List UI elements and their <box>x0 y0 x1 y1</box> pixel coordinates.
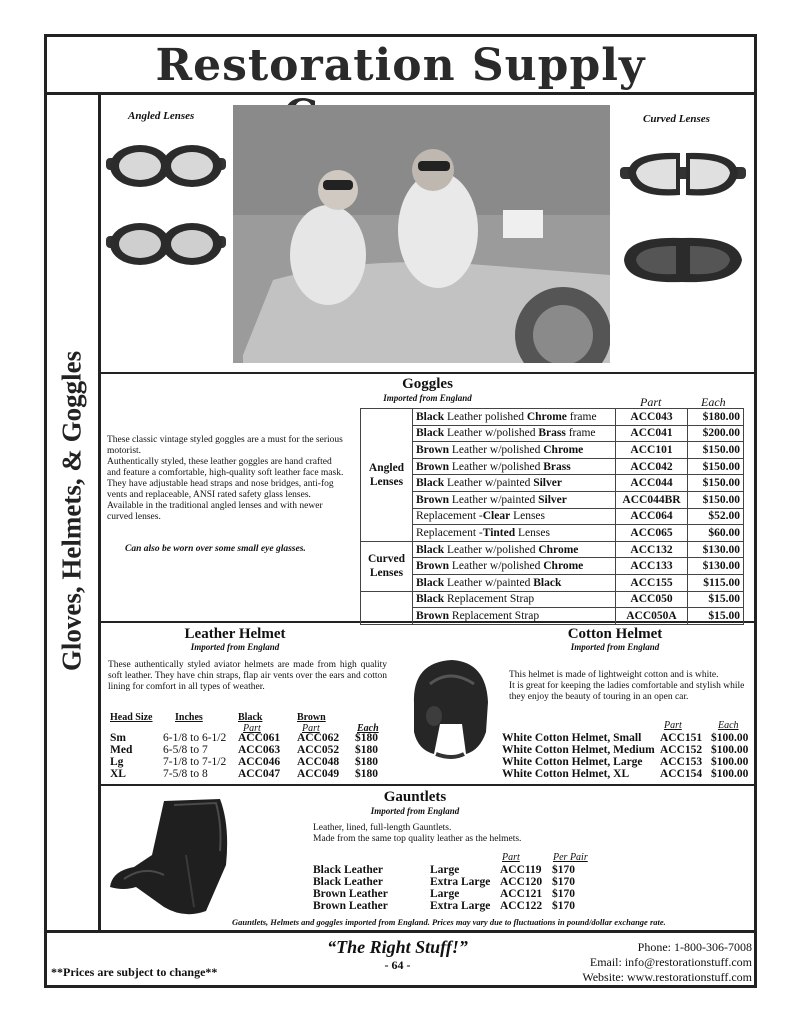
price-disclaimer: **Prices are subject to change** <box>51 965 218 979</box>
leather-helmet-cell-brown: ACC062 <box>297 732 340 744</box>
leather-helmet-cell-brown: ACC052 <box>297 744 340 756</box>
leather-helmet-cell-size: XL <box>110 768 126 780</box>
cotton-helmet-cell-name: White Cotton Helmet, Small <box>502 732 642 744</box>
goggles-col-part: Part <box>640 395 662 409</box>
goggles-item-text: Replacement - <box>416 526 483 539</box>
gauntlets-footnote: Gauntlets, Helmets and goggles imported from England. Prices may vary due to fluctuations in pound/dollar exchange rate. <box>232 917 666 927</box>
goggles-item-price: $15.00 <box>688 591 744 608</box>
goggles-item-part: ACC065 <box>616 525 688 542</box>
contact-email[interactable]: Email: info@restorationstuff.com <box>589 955 752 969</box>
goggles-item-text: Chrome <box>543 443 584 456</box>
cotton-helmet-cell-name: White Cotton Helmet, Large <box>502 756 643 768</box>
gauntlets-cell-name: Black Leather <box>313 864 383 876</box>
goggles-item-text: Brown <box>416 460 450 473</box>
goggles-item-text: Brass <box>538 427 566 440</box>
cotton-helmet-cell-name: White Cotton Helmet, XL <box>502 768 630 780</box>
goggles-description: These classic vintage styled goggles are a must for the serious motorist. Authentically styled, these leather goggles are hand crafted and feature a comfortable, high-quality soft leather face mask. They have adjustable head straps and nose bridges, anti-fog vents and replaceable, ANSI rated safety glass lenses. Available in the traditional angled lenses and with newer curved lenses. <box>107 435 344 522</box>
goggles-row <box>361 425 744 442</box>
goggles-row <box>361 491 744 508</box>
cotton-helmet-cell-name: White Cotton Helmet, Medium <box>502 744 655 756</box>
gauntlets-cell-part: ACC119 <box>500 864 542 876</box>
goggles-item-description <box>413 558 616 575</box>
goggles-item-part: ACC043 <box>616 409 688 426</box>
cotton-helmet-cell-part: ACC152 <box>660 744 703 756</box>
goggles-item-description <box>413 475 616 492</box>
cotton-helmet-cell-each: $100.00 <box>711 732 749 744</box>
gauntlets-cell-name: Brown Leather <box>313 900 388 912</box>
goggles-item-part: ACC050 <box>616 591 688 608</box>
goggles-item-price: $150.00 <box>688 442 744 459</box>
sidebar-label: Gloves, Helmets, & Goggles <box>56 350 87 672</box>
goggles-item-text: Leather w/polished <box>449 443 544 456</box>
goggles-item-price: $180.00 <box>688 409 744 426</box>
goggles-item-price: $200.00 <box>688 425 744 442</box>
goggles-item-text: Tinted <box>482 526 516 539</box>
leather-helmet-cell-black: ACC046 <box>238 756 281 768</box>
goggles-row <box>361 525 744 542</box>
gauntlets-subtitle: Imported from England <box>370 806 460 816</box>
ch-each-header: Each <box>718 720 739 731</box>
cotton-helmet-cell-each: $100.00 <box>711 744 749 756</box>
goggles-item-text: Clear <box>482 510 511 523</box>
goggles-item-price: $150.00 <box>688 458 744 475</box>
goggles-item-text: Leather w/polished <box>449 460 544 473</box>
goggles-item-text: Black <box>416 410 445 423</box>
page-title: Restoration Supply <box>155 40 646 91</box>
goggles-item-description <box>413 541 616 558</box>
gauntlets-cell-price: $170 <box>552 888 575 900</box>
lh-part2-header: Part <box>302 723 320 734</box>
goggles-item-part: ACC041 <box>616 425 688 442</box>
goggles-row <box>361 574 744 591</box>
goggles-item-description <box>413 491 616 508</box>
goggles-row <box>361 475 744 492</box>
gauntlets-description: Leather, lined, full-length Gauntlets. Made from the same top quality leather as the helmets. <box>313 823 522 844</box>
goggles-table-body <box>361 409 744 625</box>
leather-helmet-cell-brown: ACC049 <box>297 768 340 780</box>
gauntlets-image <box>104 795 244 920</box>
gauntlets-part-header: Part <box>502 852 520 863</box>
goggles-item-part: ACC044 <box>616 475 688 492</box>
lh-brown-header: Brown <box>297 712 326 723</box>
leather-helmet-description: These authentically styled aviator helmets are made from high quality soft leather. They have chin straps, flap air vents over the ears and cotton lining for comfort in all types of weather. <box>108 660 387 692</box>
goggles-item-text: Leather w/polished <box>449 560 544 573</box>
goggles-row <box>361 541 744 558</box>
goggles-item-text: Black <box>416 477 445 490</box>
goggles-item-text: Leather w/polished <box>444 543 539 556</box>
leather-helmet-cell-size: Lg <box>110 756 124 768</box>
goggles-item-description <box>413 608 616 625</box>
goggles-item-price: $130.00 <box>688 558 744 575</box>
goggles-item-text: Leather w/painted <box>444 477 534 490</box>
goggles-item-text: Silver <box>538 493 567 506</box>
lh-head-size-header: Head Size <box>110 712 153 723</box>
footer-divider <box>46 930 756 933</box>
goggles-item-text: Brown <box>416 609 450 622</box>
gauntlets-cell-part: ACC121 <box>500 888 543 900</box>
leather-helmet-cell-each: $180 <box>355 768 378 780</box>
goggles-row <box>361 409 744 426</box>
leather-helmet-cell-inches: 6-1/8 to 6-1/2 <box>163 732 227 744</box>
cotton-helmet-cell-each: $100.00 <box>711 756 749 768</box>
goggles-item-text: Chrome <box>538 543 579 556</box>
goggles-item-text: Replacement - <box>416 510 483 523</box>
gauntlets-cell-size: Extra Large <box>430 900 491 912</box>
lh-black-header: Black <box>238 712 263 723</box>
sidebar-divider <box>98 94 101 932</box>
gauntlets-price-header: Per Pair <box>553 852 588 863</box>
goggles-item-text: Black <box>533 576 562 589</box>
goggles-item-text: Brown <box>416 443 450 456</box>
goggles-item-text: frame <box>565 427 596 440</box>
cotton-helmet-cell-part: ACC154 <box>660 768 703 780</box>
gauntlets-cell-price: $170 <box>552 900 575 912</box>
gauntlets-cell-size: Extra Large <box>430 876 491 888</box>
goggles-item-text: Replacement Strap <box>444 593 535 606</box>
goggles-item-part: ACC042 <box>616 458 688 475</box>
gauntlets-cell-part: ACC122 <box>500 900 543 912</box>
lh-each-header: Each <box>357 723 379 734</box>
goggles-subtitle: Imported from England <box>383 393 472 403</box>
goggles-item-price: $150.00 <box>688 491 744 508</box>
gauntlets-cell-price: $170 <box>552 864 575 876</box>
goggles-group-straps <box>361 591 413 624</box>
goggles-item-text: Replacement Strap <box>449 609 540 622</box>
goggles-row <box>361 442 744 459</box>
goggles-item-part: ACC133 <box>616 558 688 575</box>
cotton-helmet-subtitle: Imported from England <box>570 642 660 652</box>
gauntlets-title: Gauntlets <box>383 789 447 805</box>
curved-goggles-image-2 <box>618 230 748 288</box>
goggles-item-text: Silver <box>533 477 562 490</box>
goggles-item-part: ACC064 <box>616 508 688 525</box>
goggles-item-text: Chrome <box>526 410 567 423</box>
goggles-note: Can also be worn over some small eye glasses. <box>125 544 306 554</box>
leather-helmet-cell-size: Med <box>110 744 133 756</box>
leather-helmet-cell-brown: ACC048 <box>297 756 340 768</box>
gauntlets-cell-name: Black Leather <box>313 876 383 888</box>
vintage-car-illustration <box>233 105 610 363</box>
contact-website[interactable]: Website: www.restorationstuff.com <box>582 970 752 984</box>
goggles-row <box>361 558 744 575</box>
goggles-item-description <box>413 409 616 426</box>
goggles-item-text: Black <box>416 576 445 589</box>
goggles-item-part: ACC050A <box>616 608 688 625</box>
goggles-item-description <box>413 458 616 475</box>
sidebar-category <box>52 96 92 926</box>
goggles-item-text: Brass <box>543 460 571 473</box>
goggles-item-price: $115.00 <box>688 574 744 591</box>
vintage-car-photo <box>233 105 610 363</box>
leather-helmet-cell-inches: 6-5/8 to 7 <box>163 744 208 756</box>
goggles-row <box>361 591 744 608</box>
lh-inches-header: Inches <box>175 712 203 723</box>
angled-lenses-caption: Angled Lenses <box>128 110 195 122</box>
goggles-item-part: ACC132 <box>616 541 688 558</box>
angled-goggles-image-2 <box>104 218 228 270</box>
goggles-item-price: $150.00 <box>688 475 744 492</box>
goggles-item-text: frame <box>566 410 597 423</box>
cotton-helmet-cell-each: $100.00 <box>711 768 749 780</box>
goggles-item-price: $52.00 <box>688 508 744 525</box>
goggles-item-part: ACC044BR <box>616 491 688 508</box>
goggles-item-price: $60.00 <box>688 525 744 542</box>
goggles-item-text: Lenses <box>510 510 546 523</box>
leather-helmet-cell-each: $180 <box>355 756 378 768</box>
leather-helmet-cell-black: ACC047 <box>238 768 281 780</box>
leather-helmet-cell-inches: 7-1/8 to 7-1/2 <box>163 756 227 768</box>
goggles-item-description <box>413 508 616 525</box>
leather-helmet-cell-inches: 7-5/8 to 8 <box>163 768 208 780</box>
goggles-item-text: Brown <box>416 493 450 506</box>
ch-part-header: Part <box>664 720 682 731</box>
goggles-title: Goggles <box>402 376 453 392</box>
lh-part1-header: Part <box>243 723 261 734</box>
goggles-item-text: Leather w/painted <box>444 576 534 589</box>
goggles-item-text: Chrome <box>543 560 584 573</box>
leather-helmet-cell-each: $180 <box>355 744 378 756</box>
leather-helmet-cell-size: Sm <box>110 732 126 744</box>
goggles-item-text: Black <box>416 593 445 606</box>
goggles-group-curved: Curved Lenses <box>361 541 413 591</box>
leather-helmet-subtitle: Imported from England <box>190 642 280 652</box>
leather-helmet-cell-each: $180 <box>355 732 378 744</box>
gauntlets-cell-size: Large <box>430 888 460 900</box>
goggles-row <box>361 508 744 525</box>
page-number: - 64 - <box>384 958 411 972</box>
leather-helmet-title: Leather Helmet <box>184 626 286 642</box>
goggles-item-description <box>413 574 616 591</box>
goggles-item-description <box>413 425 616 442</box>
goggles-item-price: $130.00 <box>688 541 744 558</box>
contact-info <box>540 940 752 985</box>
goggles-row <box>361 608 744 625</box>
leather-helmet-image <box>400 654 495 760</box>
goggles-item-text: Brown <box>416 560 450 573</box>
gauntlets-cell-price: $170 <box>552 876 575 888</box>
section-divider-3 <box>100 784 755 786</box>
cotton-helmet-cell-part: ACC153 <box>660 756 703 768</box>
goggles-row <box>361 458 744 475</box>
angled-goggles-image-1 <box>104 140 228 192</box>
footer-slogan: “The Right Stuff!” <box>327 937 468 957</box>
goggles-col-each: Each <box>701 395 726 409</box>
goggles-item-description <box>413 591 616 608</box>
cotton-helmet-cell-part: ACC151 <box>660 732 703 744</box>
curved-goggles-image-1 <box>618 145 748 203</box>
goggles-item-text: Leather polished <box>444 410 527 423</box>
cotton-helmet-title: Cotton Helmet <box>567 626 663 642</box>
goggles-item-description <box>413 442 616 459</box>
goggles-item-price: $15.00 <box>688 608 744 625</box>
goggles-table <box>360 408 744 625</box>
goggles-item-part: ACC101 <box>616 442 688 459</box>
contact-phone: Phone: 1-800-306-7008 <box>637 940 752 954</box>
leather-helmet-cell-black: ACC061 <box>238 732 281 744</box>
goggles-item-text: Black <box>416 427 445 440</box>
gauntlets-cell-size: Large <box>430 864 460 876</box>
goggles-item-text: Lenses <box>515 526 550 539</box>
goggles-item-part: ACC155 <box>616 574 688 591</box>
cotton-helmet-description: This helmet is made of lightweight cotton and is white. It is great for keeping the ladies comfortable and stylish while they enjoy the beauty of touring in an open car. <box>509 670 745 702</box>
leather-helmet-cell-black: ACC063 <box>238 744 281 756</box>
gauntlets-cell-part: ACC120 <box>500 876 543 888</box>
goggles-item-description <box>413 525 616 542</box>
goggles-item-text: Leather w/polished <box>444 427 539 440</box>
goggles-item-text: Leather w/painted <box>449 493 539 506</box>
goggles-item-text: Black <box>416 543 445 556</box>
gauntlets-cell-name: Brown Leather <box>313 888 388 900</box>
goggles-group-angled: Angled Lenses <box>361 409 413 542</box>
curved-lenses-caption: Curved Lenses <box>643 113 710 125</box>
section-divider-1 <box>100 372 755 374</box>
